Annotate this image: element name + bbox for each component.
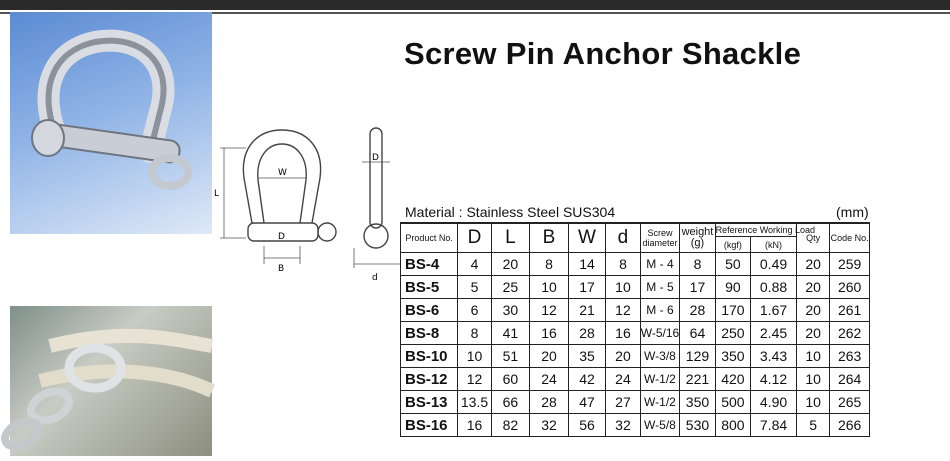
cell-W: 35 [568, 345, 606, 368]
cell-kgf: 250 [715, 322, 750, 345]
cell-W: 42 [568, 368, 606, 391]
cell-kN: 4.90 [751, 391, 797, 414]
cell-kgf: 350 [715, 345, 750, 368]
cell-W: 17 [568, 276, 606, 299]
cell-screw: W-5/16 [640, 322, 680, 345]
cell-code: 261 [830, 299, 870, 322]
cell-W: 21 [568, 299, 606, 322]
cell-kgf: 50 [715, 253, 750, 276]
cell-code: 264 [830, 368, 870, 391]
cell-B: 10 [530, 276, 569, 299]
cell-B: 12 [530, 299, 569, 322]
cell-kN: 3.43 [751, 345, 797, 368]
cell-code: 260 [830, 276, 870, 299]
cell-screw: M - 5 [640, 276, 680, 299]
dim-label-B: B [278, 264, 285, 274]
header-d: d [606, 223, 640, 253]
cell-qty: 20 [796, 253, 829, 276]
cell-L: 82 [491, 414, 530, 437]
cell-kN: 1.67 [751, 299, 797, 322]
cell-qty: 20 [796, 299, 829, 322]
header-product: Product No. [401, 223, 458, 253]
cell-kN: 0.88 [751, 276, 797, 299]
table-row [401, 414, 870, 437]
cell-B: 28 [530, 391, 569, 414]
cell-screw: M - 6 [640, 299, 680, 322]
cell-weight: 8 [680, 253, 715, 276]
cell-weight: 530 [680, 414, 715, 437]
cell-B: 24 [530, 368, 569, 391]
header-code: Code No. [830, 223, 870, 253]
cell-kgf: 420 [715, 368, 750, 391]
header-B: B [530, 223, 569, 253]
cell-code: 265 [830, 391, 870, 414]
cell-B: 32 [530, 414, 569, 437]
cell-d: 20 [606, 345, 640, 368]
dim-label-D-top: D [372, 153, 379, 163]
header-kN: (kN) [751, 237, 797, 253]
shackle-illustration [10, 12, 212, 234]
cell-product: BS-10 [401, 345, 458, 368]
cell-W: 28 [568, 322, 606, 345]
dim-label-L: L [214, 189, 220, 199]
cell-product: BS-12 [401, 368, 458, 391]
dim-label-d: d [372, 273, 378, 283]
cell-d: 32 [606, 414, 640, 437]
cell-D: 10 [458, 345, 491, 368]
cell-product: BS-13 [401, 391, 458, 414]
cell-d: 27 [606, 391, 640, 414]
cell-D: 16 [458, 414, 491, 437]
cell-L: 30 [491, 299, 530, 322]
top-border [0, 0, 950, 10]
cell-kN: 7.84 [751, 414, 797, 437]
rope-photo [10, 306, 212, 456]
cell-code: 262 [830, 322, 870, 345]
table-row [401, 299, 870, 322]
cell-weight: 221 [680, 368, 715, 391]
header-reference-working-load: Reference Working Load [715, 223, 796, 237]
cell-weight: 17 [680, 276, 715, 299]
cell-qty: 20 [796, 322, 829, 345]
cell-qty: 10 [796, 345, 829, 368]
header-qty: Qty [796, 223, 829, 253]
cell-kN: 2.45 [751, 322, 797, 345]
table-row [401, 368, 870, 391]
cell-screw: W-1/2 [640, 391, 680, 414]
cell-L: 60 [491, 368, 530, 391]
header-D: D [458, 223, 491, 253]
header-kgf: (kgf) [715, 237, 750, 253]
cell-D: 13.5 [458, 391, 491, 414]
cell-d: 8 [606, 253, 640, 276]
cell-D: 12 [458, 368, 491, 391]
cell-qty: 10 [796, 391, 829, 414]
cell-L: 25 [491, 276, 530, 299]
dim-label-W: W [278, 168, 287, 178]
cell-product: BS-4 [401, 253, 458, 276]
cell-B: 8 [530, 253, 569, 276]
table-header-row [401, 223, 870, 237]
cell-D: 5 [458, 276, 491, 299]
cell-weight: 129 [680, 345, 715, 368]
cell-kgf: 500 [715, 391, 750, 414]
cell-B: 16 [530, 322, 569, 345]
header-W: W [568, 223, 606, 253]
cell-L: 41 [491, 322, 530, 345]
dim-label-D-pin: D [278, 232, 285, 242]
table-row [401, 391, 870, 414]
cell-product: BS-5 [401, 276, 458, 299]
cell-screw: W-3/8 [640, 345, 680, 368]
cell-product: BS-16 [401, 414, 458, 437]
cell-code: 266 [830, 414, 870, 437]
shackle-dimension-diagram [212, 118, 400, 286]
table-row [401, 253, 870, 276]
unit-label: (mm) [836, 204, 869, 220]
cell-B: 20 [530, 345, 569, 368]
cell-qty: 5 [796, 414, 829, 437]
table-row [401, 345, 870, 368]
cell-kgf: 170 [715, 299, 750, 322]
cell-D: 6 [458, 299, 491, 322]
cell-d: 12 [606, 299, 640, 322]
header-L: L [491, 223, 530, 253]
cell-qty: 10 [796, 368, 829, 391]
cell-L: 20 [491, 253, 530, 276]
cell-product: BS-8 [401, 322, 458, 345]
cell-D: 8 [458, 322, 491, 345]
cell-W: 14 [568, 253, 606, 276]
header-screw: Screw diameter [640, 223, 680, 253]
page-title: Screw Pin Anchor Shackle [404, 36, 802, 71]
cell-weight: 28 [680, 299, 715, 322]
cell-kN: 0.49 [751, 253, 797, 276]
spec-table [400, 222, 870, 437]
header-weight: weight (g) [680, 223, 715, 253]
table-row [401, 276, 870, 299]
cell-code: 263 [830, 345, 870, 368]
cell-product: BS-6 [401, 299, 458, 322]
cell-W: 47 [568, 391, 606, 414]
shackle-photo [10, 12, 212, 234]
cell-weight: 350 [680, 391, 715, 414]
rope-illustration [10, 306, 212, 456]
cell-weight: 64 [680, 322, 715, 345]
cell-kN: 4.12 [751, 368, 797, 391]
cell-screw: W-1/2 [640, 368, 680, 391]
cell-screw: W-5/8 [640, 414, 680, 437]
cell-d: 16 [606, 322, 640, 345]
cell-kgf: 800 [715, 414, 750, 437]
cell-W: 56 [568, 414, 606, 437]
table-row [401, 322, 870, 345]
cell-d: 24 [606, 368, 640, 391]
cell-kgf: 90 [715, 276, 750, 299]
cell-screw: M - 4 [640, 253, 680, 276]
cell-L: 66 [491, 391, 530, 414]
cell-d: 10 [606, 276, 640, 299]
cell-D: 4 [458, 253, 491, 276]
cell-qty: 20 [796, 276, 829, 299]
cell-code: 259 [830, 253, 870, 276]
material-label: Material : Stainless Steel SUS304 [405, 204, 616, 220]
cell-L: 51 [491, 345, 530, 368]
